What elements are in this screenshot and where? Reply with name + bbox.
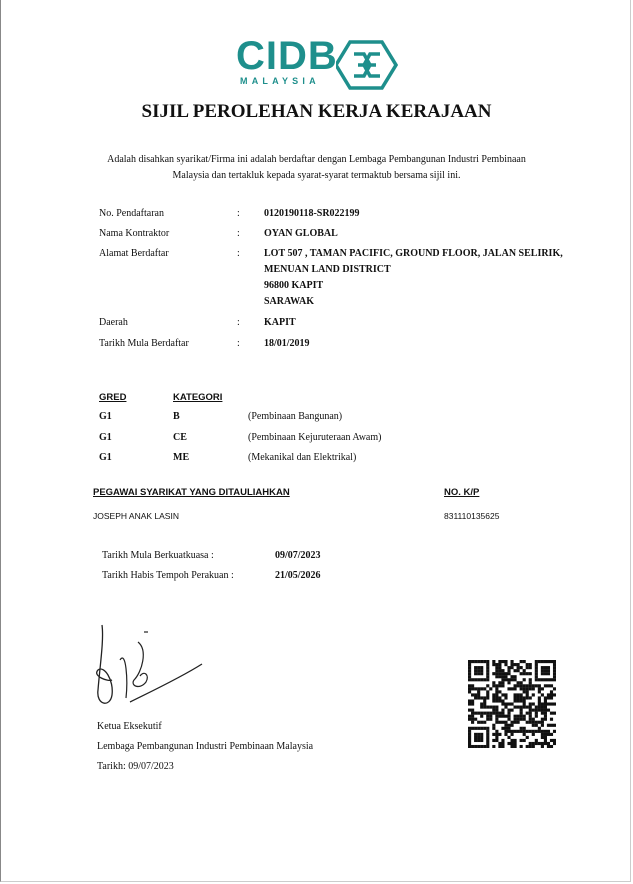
signature-date: Tarikh: 09/07/2023 — [97, 761, 174, 772]
hexagon-logo-icon — [336, 40, 398, 90]
qr-code-icon — [468, 660, 556, 748]
logo-brand-text: CIDB — [236, 34, 338, 78]
officer-header: PEGAWAI SYARIKAT YANG DITAULIAHKAN — [93, 487, 290, 498]
address-line-3: 96800 KAPIT — [264, 280, 324, 291]
address-value — [264, 246, 563, 310]
signatory-org: Lembaga Pembangunan Industri Pembinaan Malaysia — [97, 741, 314, 752]
grade-row-2-desc: (Pembinaan Kejuruteraan Awam) — [248, 432, 382, 443]
officer-id: 831110135625 — [444, 511, 500, 521]
grade-row-2-category: CE — [173, 432, 187, 443]
grade-row-1-desc: (Pembinaan Bangunan) — [248, 411, 343, 422]
intro-text — [60, 152, 573, 184]
certificate-title: SIJIL PEROLEHAN KERJA KERAJAAN — [141, 101, 492, 122]
intro-line-1: Adalah disahkan syarikat/Firma ini adalah berdaftar dengan Lembaga Pembangunan Industri Pembinaan — [107, 154, 526, 165]
grade-row-3-desc: (Mekanikal dan Elektrikal) — [248, 452, 357, 463]
reg-value: 0120190118-SR022199 — [264, 208, 360, 219]
category-header: KATEGORI — [173, 392, 223, 403]
officer-name: JOSEPH ANAK LASIN — [93, 511, 179, 521]
expiry-date-label: Tarikh Habis Tempoh Perakuan : — [102, 570, 234, 581]
address-line-1: LOT 507 , TAMAN PACIFIC, GROUND FLOOR, JALAN SELIRIK, — [264, 248, 563, 259]
area-colon: : — [237, 317, 240, 328]
cidb-logo — [236, 34, 400, 90]
grade-row-1-grade: G1 — [99, 411, 112, 422]
effective-date-value: 09/07/2023 — [275, 550, 321, 561]
effective-date-label: Tarikh Mula Berkuatkuasa : — [102, 550, 214, 561]
grade-row-2-grade: G1 — [99, 432, 112, 443]
signature-image — [90, 620, 210, 715]
intro-line-2: Malaysia dan tertakluk kepada syarat-syarat termaktub bersama sijil ini. — [172, 170, 461, 181]
signatory-role: Ketua Eksekutif — [97, 721, 162, 732]
start-date-value: 18/01/2019 — [264, 338, 310, 349]
contractor-name-value: OYAN GLOBAL — [264, 228, 338, 239]
expiry-date-value: 21/05/2026 — [275, 570, 321, 581]
grade-row-3-category: ME — [173, 452, 190, 463]
grade-row-1-category: B — [173, 411, 180, 422]
name-colon: : — [237, 228, 240, 239]
start-date-label: Tarikh Mula Berdaftar — [99, 338, 189, 349]
address-label: Alamat Berdaftar — [99, 248, 169, 259]
address-colon: : — [237, 248, 240, 259]
logo-sub-text: MALAYSIA — [240, 76, 320, 86]
reg-colon: : — [237, 208, 240, 219]
grade-header: GRED — [99, 392, 127, 403]
grade-row-3-grade: G1 — [99, 452, 112, 463]
address-line-2: MENUAN LAND DISTRICT — [264, 264, 391, 275]
name-label: Nama Kontraktor — [99, 228, 170, 239]
reg-label: No. Pendaftaran — [99, 208, 164, 219]
area-value: KAPIT — [264, 317, 296, 328]
start-date-colon: : — [237, 338, 240, 349]
area-label: Daerah — [99, 317, 128, 328]
address-line-4: SARAWAK — [264, 296, 315, 307]
officer-id-header: NO. K/P — [444, 487, 480, 498]
